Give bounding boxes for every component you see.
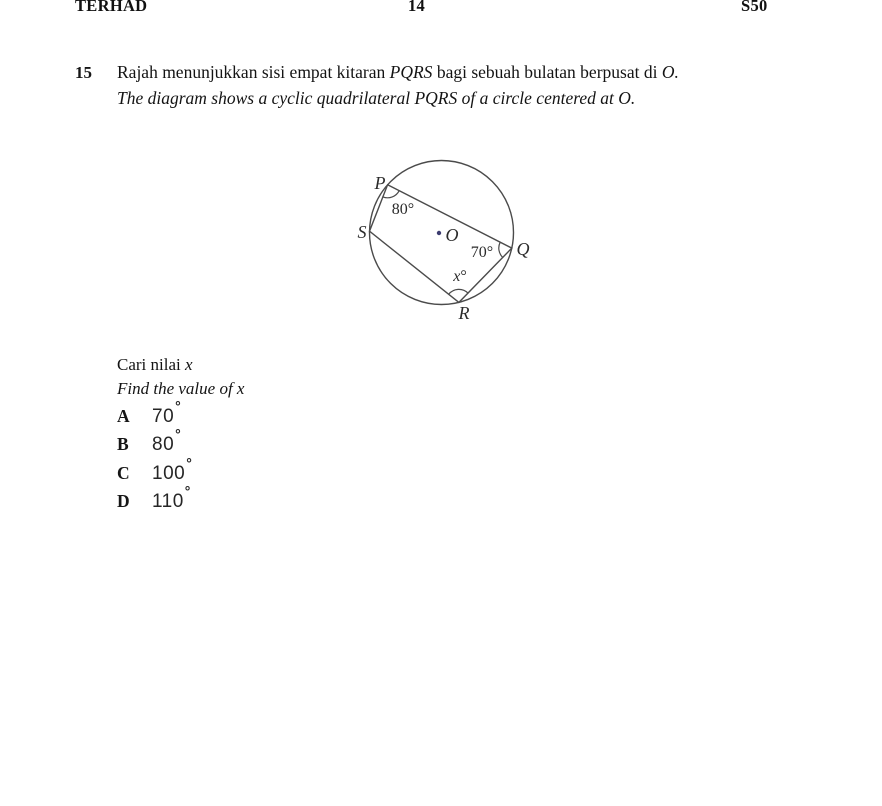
diagram-geometry [370,161,514,305]
circle-outline [370,161,514,305]
degree-symbol: ° [175,426,181,443]
answer-options [117,398,192,520]
option-value: 80 [152,434,175,456]
angle-label-80: 80° [391,201,415,218]
circle-diagram [330,140,560,340]
degree-symbol: ° [184,483,191,500]
angle-label-x [452,268,467,285]
question-text-malay-pre: Rajah menunjukkan sisi empat kitaran [117,62,390,82]
option-value: 110 [152,491,184,513]
header-classification-label: TERHAD [75,0,148,15]
question-text-malay-pqrs: PQRS [389,62,433,82]
option-row-c [117,454,192,491]
header-paper-code: S50 [741,0,768,15]
prompt-malay-variable: x [184,355,193,374]
option-letter: B [117,434,129,455]
question-text-malay [117,62,679,83]
question-text-english: The diagram shows a cyclic quadrilateral PQRS of a circle centered at O. [117,88,636,108]
angle-label-70: 70° [470,244,494,261]
option-row-b [117,426,191,462]
center-label-o: O [445,225,459,245]
prompt-malay-text: Cari nilai [117,355,185,374]
option-value: 100 [152,462,186,484]
degree-symbol: ° [186,454,192,471]
option-letter: D [117,491,130,512]
question-text-malay-mid: bagi sebuah bulatan berpusat di [432,62,662,82]
option-letter: C [117,462,130,483]
header-page-number: 14 [408,0,426,15]
angle-x-degree: ° [460,268,467,285]
option-letter: A [117,406,130,426]
prompt-english: Find the value of x [117,379,245,398]
question-text-malay-o: O. [661,62,679,82]
vertex-label-s: S [357,222,367,242]
vertex-label-q: Q [516,239,530,259]
angle-arc-q [499,242,503,257]
vertex-label-r: R [458,303,470,323]
vertex-label-p: P [374,173,386,193]
degree-symbol: ° [175,398,181,414]
question-number: 15 [75,63,92,82]
option-row-d [117,483,191,519]
prompt-malay [117,355,193,375]
option-value: 70 [152,406,175,427]
center-point-dot [437,231,441,235]
angle-x-variable: x [453,268,461,285]
angle-arc-r [449,289,468,294]
